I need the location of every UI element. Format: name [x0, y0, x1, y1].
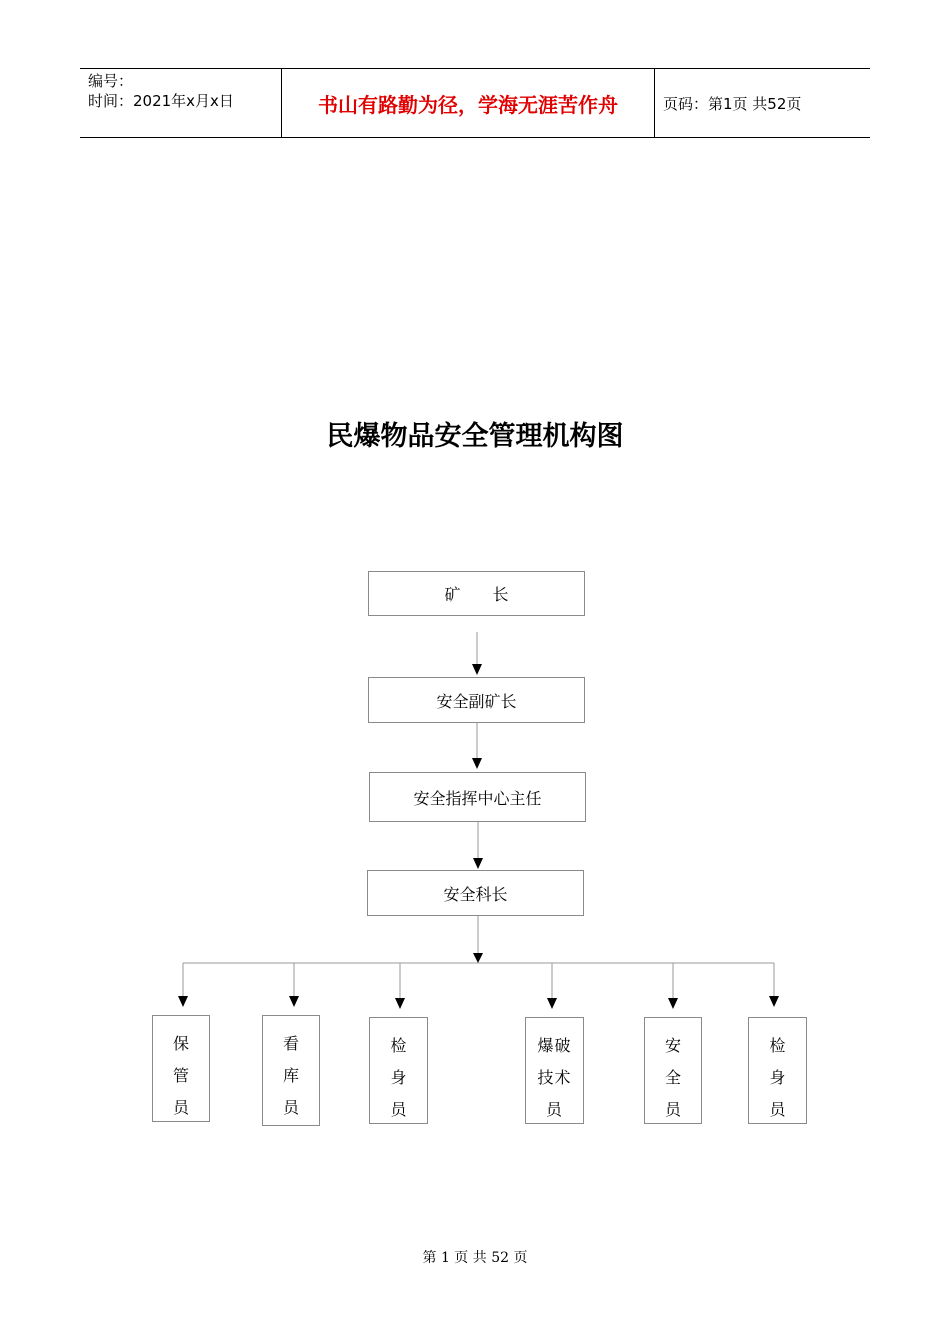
node-safety-officer [644, 1017, 702, 1124]
node-safety-officer-label: 安全员 [665, 1036, 682, 1119]
node-mine-director [368, 571, 585, 616]
node-body-inspector-2 [748, 1017, 807, 1124]
page-footer: 第 1 页 共 52 页 [422, 1250, 528, 1266]
node-storekeeper [152, 1015, 210, 1122]
diagram-title: 民爆物品安全管理机构图 [326, 421, 624, 452]
node-warehouse-guard [262, 1015, 320, 1126]
node-body-inspector-1-label: 检身员 [390, 1036, 407, 1119]
node-safety-section-chief-label: 安全科长 [443, 884, 508, 904]
node-warehouse-guard-label: 看库员 [283, 1034, 300, 1117]
node-safety-command-director [369, 772, 586, 822]
node-deputy-safety-director-label: 安全副矿长 [436, 691, 517, 711]
header-motto: 书山有路勤为径，学海无涯苦作舟 [281, 69, 655, 137]
node-blasting-technician [525, 1017, 584, 1124]
node-storekeeper-label: 保管员 [173, 1034, 190, 1117]
node-safety-section-chief [367, 870, 584, 916]
header-page-info: 页码：第1页 共52页 [663, 94, 802, 113]
node-mine-director-label: 矿 长 [444, 585, 509, 604]
node-deputy-safety-director [368, 677, 585, 723]
node-safety-command-director-label: 安全指挥中心主任 [413, 788, 542, 808]
node-body-inspector-1 [369, 1017, 428, 1124]
node-body-inspector-2-label: 检身员 [769, 1036, 786, 1119]
node-blasting-technician-label: 爆破技术员 [537, 1036, 572, 1119]
header-time-label: 时间：2021年x月x日 [88, 92, 234, 110]
header-number-label: 编号： [88, 72, 134, 90]
